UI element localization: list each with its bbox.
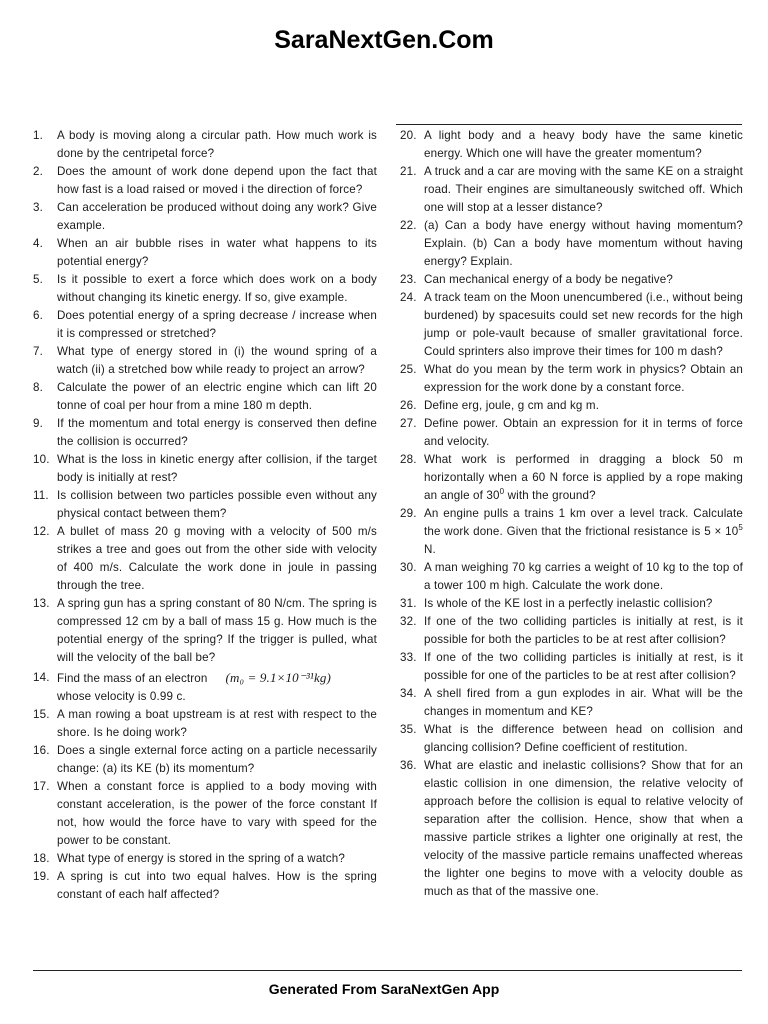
- question-text: Does a single external force acting on a particle necessarily change: (a) its KE (b) its momentum?: [57, 744, 377, 775]
- question-text-continued: with the ground?: [504, 489, 596, 502]
- question-number: 25.: [400, 363, 417, 376]
- question-item: [400, 289, 743, 361]
- question-number: 30.: [400, 561, 417, 574]
- question-number: 20.: [400, 129, 417, 142]
- question-item: [33, 199, 377, 235]
- question-text: What work is performed in dragging a block 50 m horizontally when a 60 N force is applied by a rope making an angle of 30: [424, 453, 743, 502]
- question-item: [33, 271, 377, 307]
- question-text: A spring is cut into two equal halves. How is the spring constant of each half affected?: [57, 870, 377, 901]
- question-number: 36.: [400, 759, 417, 772]
- question-text: A shell fired from a gun explodes in air. What will be the changes in momentum and KE?: [424, 687, 743, 718]
- question-text: A bullet of mass 20 g moving with a velocity of 500 m/s strikes a tree and goes out from the other side with velocity of 400 m/s. Calculate the work done in joule in passing through the tree.: [57, 525, 377, 592]
- top-divider: [396, 124, 742, 125]
- question-text: Is collision between two particles possible even without any physical contact between them?: [57, 489, 377, 520]
- question-item: [400, 595, 743, 613]
- question-text: A man weighing 70 kg carries a weight of 10 kg to the top of a tower 100 m high. Calculate the work done.: [424, 561, 743, 592]
- question-text: Define power. Obtain an expression for it in terms of force and velocity.: [424, 417, 743, 448]
- question-item: [33, 163, 377, 199]
- question-text: Can acceleration be produced without doing any work? Give example.: [57, 201, 377, 232]
- question-number: 8.: [33, 381, 43, 394]
- question-text: Does potential energy of a spring decrease / increase when it is compressed or stretched?: [57, 309, 377, 340]
- bottom-divider: [33, 970, 742, 971]
- question-number: 22.: [400, 219, 417, 232]
- question-text: When an air bubble rises in water what happens to its potential energy?: [57, 237, 377, 268]
- question-text: Find the mass of an electron: [57, 672, 208, 685]
- question-item: [33, 343, 377, 379]
- question-text: When a constant force is applied to a body moving with constant acceleration, is the power of the force constant If not, how would the force have to vary with speed for the power to be constant.: [57, 780, 377, 847]
- question-number: 6.: [33, 309, 43, 322]
- right-column: [400, 127, 743, 901]
- question-number: 21.: [400, 165, 417, 178]
- question-text: (a) Can a body have energy without having momentum? Explain. (b) Can a body have momentum without having energy? Explain.: [424, 219, 743, 268]
- footer-text: Generated From SaraNextGen App: [268, 981, 500, 997]
- question-text: Can mechanical energy of a body be negative?: [424, 273, 673, 286]
- question-item: [400, 217, 743, 271]
- question-item: [400, 685, 743, 721]
- question-number: 16.: [33, 744, 50, 757]
- question-text: A spring gun has a spring constant of 80 N/cm. The spring is compressed 12 cm by a ball of mass 15 g. How much is the potential energy of the spring? If the trigger is pulled, what will the velocity of the ball be?: [57, 597, 377, 664]
- question-text: Calculate the power of an electric engine which can lift 20 tonne of coal per hour from a mine 180 m depth.: [57, 381, 377, 412]
- question-text: A truck and a car are moving with the same KE on a straight road. Their engines are simultaneously switched off. Which one will stop at a lesser distance?: [424, 165, 743, 214]
- question-item: [400, 271, 743, 289]
- question-number: 2.: [33, 165, 43, 178]
- question-number: 14.: [33, 671, 50, 684]
- question-item: [33, 487, 377, 523]
- question-item: [33, 778, 377, 850]
- question-text: What are elastic and inelastic collisions? Show that for an elastic collision in one dimension, the relative velocity of approach before the collision is equal to relative velocity of separation after the collision. Hence, show that when a massive particle strikes a lighter one originally at rest, the velocity of the massive particle remains unaffected whereas the lighter one begins to move with a velocity double as much as that of the massive one.: [424, 759, 743, 898]
- question-text: An engine pulls a trains 1 km over a level track. Calculate the work done. Given that the frictional resistance is 5 × 10: [424, 507, 743, 538]
- question-text: What is the loss in kinetic energy after collision, if the target body is initially at rest?: [57, 453, 377, 484]
- question-item: [400, 127, 743, 163]
- question-number: 18.: [33, 852, 50, 865]
- question-text: A light body and a heavy body have the same kinetic energy. Which one will have the greater momentum?: [424, 129, 743, 160]
- question-item: [400, 451, 743, 505]
- question-item: [33, 451, 377, 487]
- left-column: [33, 127, 377, 904]
- exponent-superscript: 5: [738, 523, 743, 533]
- question-item: [400, 415, 743, 451]
- question-text: Does the amount of work done depend upon the fact that how fast is a load raised or moved i the direction of force?: [57, 165, 377, 196]
- question-number: 31.: [400, 597, 417, 610]
- question-item: [33, 850, 377, 868]
- question-item: [33, 706, 377, 742]
- question-item: [400, 163, 743, 217]
- electron-mass-formula: (m₀ = 9.1×10⁻³¹kg): [225, 670, 331, 685]
- question-text: What is the difference between head on collision and glancing collision? Define coefficient of restitution.: [424, 723, 743, 754]
- question-number: 24.: [400, 291, 417, 304]
- question-number: 32.: [400, 615, 417, 628]
- question-item: [33, 127, 377, 163]
- question-number: 11.: [33, 489, 49, 502]
- question-text: Is it possible to exert a force which does work on a body without changing its kinetic energy. If so, give example.: [57, 273, 377, 304]
- question-number: 12.: [33, 525, 50, 538]
- question-number: 34.: [400, 687, 417, 700]
- question-number: 13.: [33, 597, 50, 610]
- question-number: 10.: [33, 453, 50, 466]
- question-item: [33, 595, 377, 667]
- question-text: If the momentum and total energy is conserved then define the collision is occurred?: [57, 417, 377, 448]
- question-text: What type of energy stored in (i) the wound spring of a watch (ii) a stretched bow while ready to project an arrow?: [57, 345, 377, 376]
- question-number: 35.: [400, 723, 417, 736]
- question-text: What type of energy is stored in the spring of a watch?: [57, 852, 345, 865]
- question-item: [400, 649, 743, 685]
- question-item: [33, 235, 377, 271]
- question-text: A man rowing a boat upstream is at rest with respect to the shore. Is he doing work?: [57, 708, 377, 739]
- question-item: [400, 613, 743, 649]
- question-number: 27.: [400, 417, 417, 430]
- question-item: [33, 669, 377, 706]
- question-number: 5.: [33, 273, 43, 286]
- question-number: 3.: [33, 201, 43, 214]
- site-title: SaraNextGen.Com: [274, 26, 494, 54]
- question-item: [400, 361, 743, 397]
- question-item: [33, 742, 377, 778]
- degree-superscript: 0: [499, 487, 505, 497]
- question-text-continued: N.: [424, 543, 436, 556]
- question-number: 17.: [33, 780, 50, 793]
- question-text: What do you mean by the term work in physics? Obtain an expression for the work done by a constant force.: [424, 363, 743, 394]
- question-text: If one of the two colliding particles is initially at rest, is it possible for one of the particles to be at rest after collision?: [424, 651, 743, 682]
- question-number: 9.: [33, 417, 43, 430]
- question-text-continued: whose velocity is 0.99 c.: [57, 690, 186, 703]
- question-number: 29.: [400, 507, 417, 520]
- question-item: [33, 415, 377, 451]
- question-item: [33, 868, 377, 904]
- question-item: [400, 397, 743, 415]
- question-text: Is whole of the KE lost in a perfectly inelastic collision?: [424, 597, 713, 610]
- question-text: A track team on the Moon unencumbered (i.e., without being burdened) by spacesuits could set new records for the high jump or pole-vault because of smaller gravitational force. Could sprinters also improve their times for 100 m dash?: [424, 291, 743, 358]
- question-item: [400, 559, 743, 595]
- question-number: 1.: [33, 129, 43, 142]
- question-number: 7.: [33, 345, 43, 358]
- question-number: 23.: [400, 273, 417, 286]
- question-item: [33, 523, 377, 595]
- question-item: [400, 505, 743, 559]
- question-text: If one of the two colliding particles is initially at rest, is it possible for both the particles to be at rest after collision?: [424, 615, 743, 646]
- question-number: 15.: [33, 708, 50, 721]
- question-text: A body is moving along a circular path. How much work is done by the centripetal force?: [57, 129, 377, 160]
- question-item: [400, 721, 743, 757]
- question-number: 19.: [33, 870, 50, 883]
- question-item: [33, 379, 377, 415]
- question-number: 4.: [33, 237, 43, 250]
- question-item: [33, 307, 377, 343]
- question-number: 26.: [400, 399, 417, 412]
- question-text: Define erg, joule, g cm and kg m.: [424, 399, 600, 412]
- question-item: [400, 757, 743, 901]
- question-number: 28.: [400, 453, 417, 466]
- question-number: 33.: [400, 651, 417, 664]
